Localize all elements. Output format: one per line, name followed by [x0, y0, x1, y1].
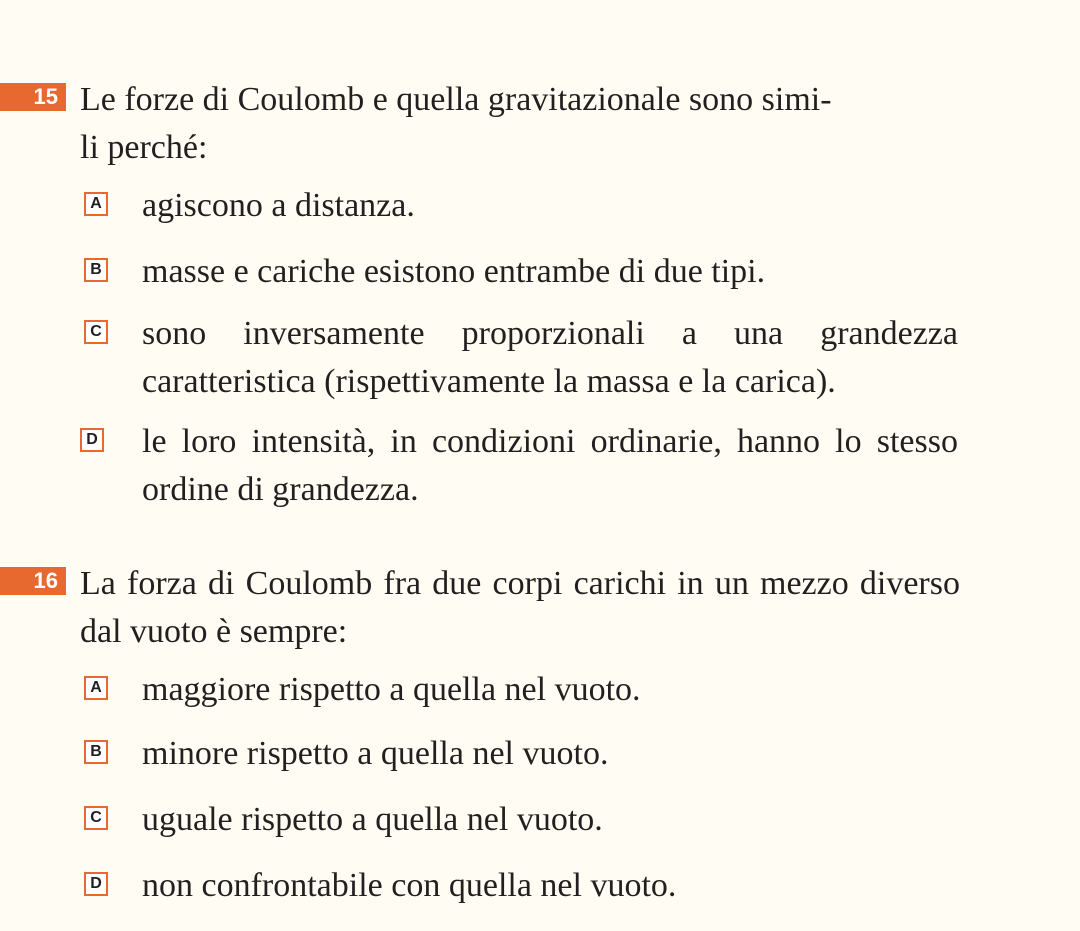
option-letter-box: D: [84, 872, 108, 896]
question-number-badge: 15: [0, 83, 66, 111]
option-text: sono inversamente proporzionali a una grandezza caratteristica (rispettivamente la massa e la carica).: [142, 315, 958, 400]
option-letter-box: A: [84, 192, 108, 216]
option-letter-box: C: [84, 806, 108, 830]
option-text: minore rispetto a quella nel vuoto.: [142, 735, 609, 772]
option-text: uguale rispetto a quella nel vuoto.: [142, 801, 603, 838]
question-number-badge: 16: [0, 567, 66, 595]
option-letter-box: A: [84, 676, 108, 700]
option-text: masse e cariche esistono entrambe di due tipi.: [142, 253, 766, 290]
option-text: agiscono a distanza.: [142, 187, 415, 224]
option-text: non confrontabile con quella nel vuoto.: [142, 867, 677, 904]
option-text: le loro intensità, in condizioni ordinarie, hanno lo stesso ordine di grandezza.: [142, 423, 958, 508]
option-letter-box: B: [84, 258, 108, 282]
question-text: La forza di Coulomb fra due corpi carichi in un mezzo diverso dal vuoto è sempre:: [80, 565, 960, 650]
option-letter-box: D: [80, 428, 104, 452]
question-text: Le forze di Coulomb e quella gravitazionale sono simi- li perché:: [80, 81, 832, 166]
option-text: maggiore rispetto a quella nel vuoto.: [142, 671, 641, 708]
option-letter-box: C: [84, 320, 108, 344]
option-letter-box: B: [84, 740, 108, 764]
